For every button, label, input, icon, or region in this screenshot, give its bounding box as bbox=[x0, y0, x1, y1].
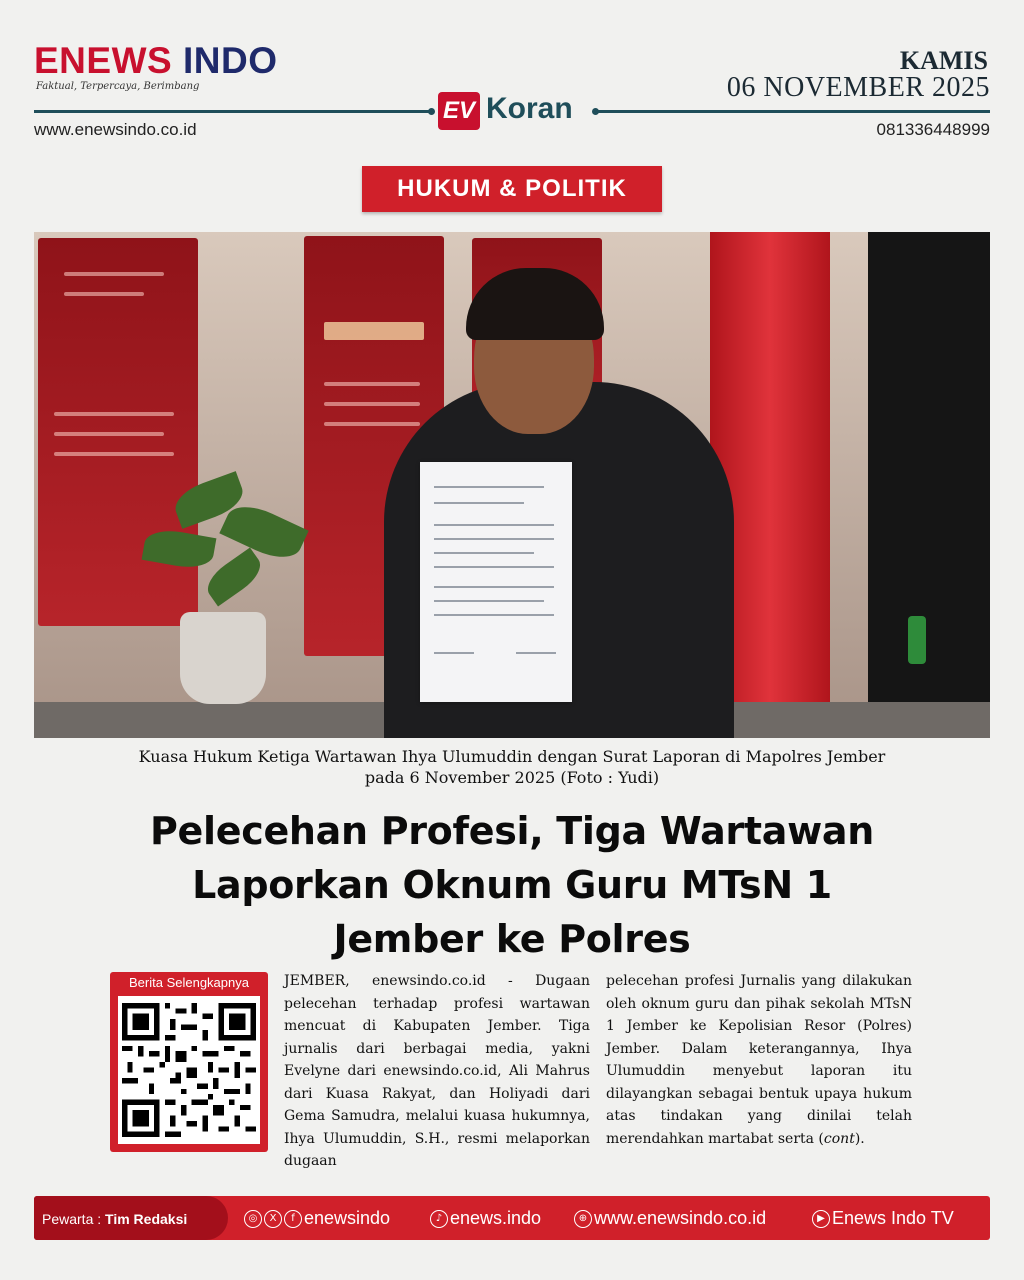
footer-website-link[interactable] bbox=[574, 1208, 766, 1229]
youtube-channel[interactable]: Enews Indo TV bbox=[832, 1208, 954, 1228]
article-column-1: JEMBER, enewsindo.co.id - Dugaan pelecehan terhadap profesi wartawan mencuat di Kabupaten Jember. Tiga jurnalis dari berbagai media, yakni Evelyne dari enewsindo.co.id, Ali Mahrus dari Kuasa Rakyat, dan Holiyadi dari Gema Samudra, melalui kuasa hukumnya, Ihya Ulumuddin, S.H., resmi melaporkan dugaan bbox=[284, 973, 590, 1169]
news-photo bbox=[34, 232, 990, 738]
reporter-credit bbox=[42, 1211, 187, 1227]
photo-caption bbox=[34, 746, 990, 788]
reporter-name: Tim Redaksi bbox=[105, 1211, 188, 1227]
facebook-icon[interactable]: f bbox=[284, 1210, 302, 1228]
tiktok-icon[interactable]: ♪ bbox=[430, 1210, 448, 1228]
category-badge: HUKUM & POLITIK bbox=[362, 166, 662, 212]
header-rule-right bbox=[596, 110, 990, 113]
headline-line-1: Pelecehan Profesi, Tiga Wartawan bbox=[150, 809, 874, 853]
qr-code-icon[interactable] bbox=[122, 1002, 256, 1138]
brand-name-blue: INDO bbox=[182, 40, 278, 81]
photo-caption-line-2: pada 6 November 2025 (Foto : Yudi) bbox=[364, 768, 660, 787]
article-column-2 bbox=[606, 970, 912, 1150]
edition-label: Koran bbox=[486, 92, 573, 125]
tiktok-handle[interactable]: enews.indo bbox=[450, 1208, 542, 1228]
photo-caption-line-1: Kuasa Hukum Ketiga Wartawan Ihya Ulumuddin dengan Surat Laporan di Mapolres Jember bbox=[138, 747, 886, 766]
brand-logo bbox=[34, 42, 277, 79]
issue-date: 06 NOVEMBER 2025 bbox=[726, 72, 990, 103]
article-cont-marker: cont bbox=[823, 1130, 855, 1147]
x-icon[interactable]: X bbox=[264, 1210, 282, 1228]
article-column-2-text: pelecehan profesi Jurnalis yang dilakukan oleh oknum guru dan pihak sekolah MTsN 1 Jember ke Kepolisian Resor (Polres) Jember. Dalam keterangannya, Ihya Ulumuddin menyebut laporan itu dilayangkan sebagai bentuk upaya hukum atas tindakan yang dinilai telah merendahkan martabat serta ( bbox=[606, 973, 912, 1147]
article-headline bbox=[60, 804, 964, 966]
rule-dot-left bbox=[428, 108, 435, 115]
article-column-2-end: ). bbox=[854, 1130, 865, 1147]
issue-day: KAMIS bbox=[899, 46, 988, 75]
social-handle[interactable]: enewsindo bbox=[304, 1208, 391, 1228]
reporter-label: Pewarta : bbox=[42, 1211, 106, 1227]
globe-icon[interactable]: ⊕ bbox=[574, 1210, 592, 1228]
header-rule-left bbox=[34, 110, 430, 113]
instagram-icon[interactable]: ◎ bbox=[244, 1210, 262, 1228]
rule-dot-right bbox=[592, 108, 599, 115]
header-website-link[interactable]: www.enewsindo.co.id bbox=[34, 120, 197, 139]
headline-line-2: Laporkan Oknum Guru MTsN 1 bbox=[192, 863, 832, 907]
qr-label: Berita Selengkapnya bbox=[129, 975, 249, 990]
headline-line-3: Jember ke Polres bbox=[333, 917, 691, 961]
header-phone: 081336448999 bbox=[876, 120, 990, 139]
youtube-icon[interactable]: ▶ bbox=[812, 1210, 830, 1228]
ev-logo-icon: EV bbox=[438, 92, 480, 130]
footer-site[interactable]: www.enewsindo.co.id bbox=[594, 1208, 767, 1228]
youtube-link[interactable] bbox=[812, 1208, 954, 1229]
brand-tagline: Faktual, Terpercaya, Berimbang bbox=[36, 81, 200, 92]
brand-name-red: ENEWS bbox=[34, 40, 173, 81]
tiktok-link[interactable] bbox=[430, 1208, 541, 1229]
social-links[interactable] bbox=[244, 1208, 390, 1229]
